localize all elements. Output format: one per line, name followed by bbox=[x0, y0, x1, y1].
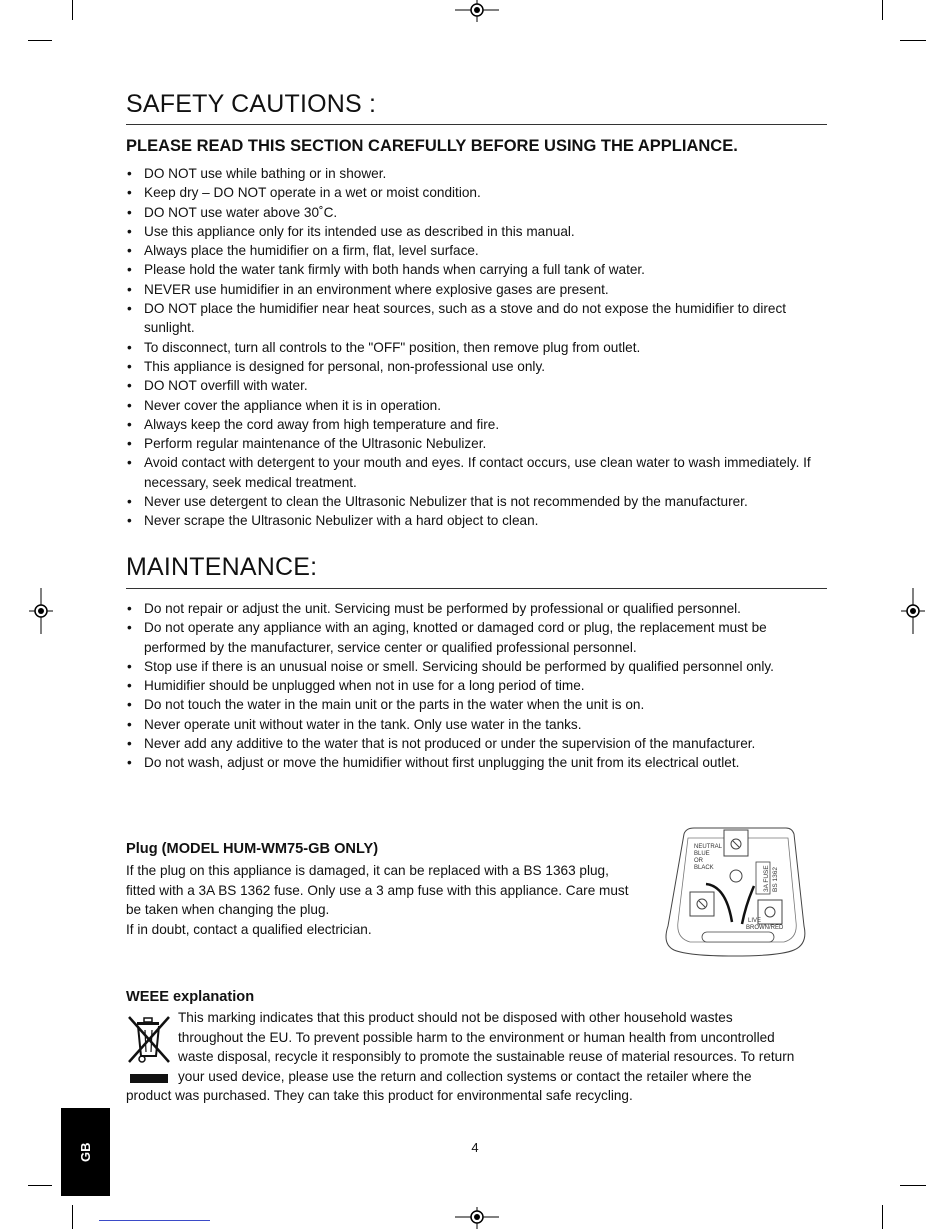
text-line: waste disposal, recycle it responsibly to promote the sustainable reuse of material resources. To return bbox=[178, 1049, 795, 1064]
language-tab-label: GB bbox=[78, 1142, 93, 1162]
list-item: • Stop use if there is an unusual noise or smell. Servicing should be performed by qualified personnel only. bbox=[126, 657, 826, 676]
list-item: • DO NOT place the humidifier near heat sources, such as a stove and do not expose the humidifier to direct sunlight. bbox=[126, 299, 826, 338]
list-item: • Always place the humidifier on a firm, flat, level surface. bbox=[126, 241, 826, 260]
list-item: • Perform regular maintenance of the Ultrasonic Nebulizer. bbox=[126, 434, 826, 453]
list-item: • Do not wash, adjust or move the humidifier without first unplugging the unit from its electrical outlet. bbox=[126, 753, 826, 772]
fuse-label: BS 1362 bbox=[772, 867, 779, 892]
neutral-label: OR bbox=[694, 858, 703, 864]
text-line: If in doubt, contact a qualified electrician. bbox=[126, 921, 372, 937]
neutral-label: NEUTRAL bbox=[694, 844, 723, 850]
list-item: • Use this appliance only for its intended use as described in this manual. bbox=[126, 222, 826, 241]
list-item: • NEVER use humidifier in an environment where explosive gases are present. bbox=[126, 280, 826, 299]
text-line: fitted with a 3A BS 1362 fuse. Only use a 3 amp fuse with this appliance. Care must bbox=[126, 882, 629, 898]
text-line: This marking indicates that this product should not be disposed with other household wastes bbox=[178, 1010, 733, 1025]
maintenance-title: MAINTENANCE: bbox=[126, 553, 318, 581]
list-item: • DO NOT use water above 30˚C. bbox=[126, 203, 826, 222]
list-item: • Humidifier should be unplugged when not in use for a long period of time. bbox=[126, 676, 826, 695]
crossed-out-wheelie-bin-icon bbox=[126, 1012, 172, 1084]
list-item: • Do not touch the water in the main unit or the parts in the water when the unit is on. bbox=[126, 695, 826, 714]
plug-text bbox=[126, 861, 666, 939]
registration-mark-icon bbox=[29, 588, 53, 634]
registration-mark-icon bbox=[455, 1207, 499, 1229]
live-label: BROWN/RED bbox=[746, 925, 784, 931]
list-item: • Keep dry – DO NOT operate in a wet or moist condition. bbox=[126, 183, 826, 202]
weee-heading: WEEE explanation bbox=[126, 989, 255, 1005]
registration-mark-icon bbox=[901, 588, 925, 634]
neutral-label: BLACK bbox=[694, 865, 714, 871]
section-divider bbox=[126, 124, 827, 125]
list-item: • Never scrape the Ultrasonic Nebulizer with a hard object to clean. bbox=[126, 511, 826, 530]
list-item: • Never add any additive to the water that is not produced or under the supervision of the manufacturer. bbox=[126, 734, 826, 753]
registration-mark-icon bbox=[455, 0, 499, 22]
list-item: • To disconnect, turn all controls to the "OFF" position, then remove plug from outlet. bbox=[126, 338, 826, 357]
list-item: • DO NOT overfill with water. bbox=[126, 376, 826, 395]
text-line: your used device, please use the return and collection systems or contact the retailer where the bbox=[178, 1068, 752, 1084]
list-item: • Do not operate any appliance with an aging, knotted or damaged cord or plug, the replacement must be performed by the manufacturer, service center or qualified professional personnel. bbox=[126, 618, 826, 657]
text-line: If the plug on this appliance is damaged, it can be replaced with a BS 1363 plug, bbox=[126, 863, 609, 878]
list-item: • Please hold the water tank firmly with both hands when carrying a full tank of water. bbox=[126, 260, 826, 279]
footer-underline bbox=[99, 1220, 210, 1221]
safety-subtitle: PLEASE READ THIS SECTION CAREFULLY BEFORE USING THE APPLIANCE. bbox=[126, 137, 738, 155]
plug-heading: Plug (MODEL HUM-WM75-GB ONLY) bbox=[126, 841, 379, 857]
page-number: 4 bbox=[471, 1140, 479, 1155]
neutral-label: BLUE bbox=[694, 851, 710, 857]
text-line: throughout the EU. To prevent possible harm to the environment or human health from uncontrolled bbox=[178, 1029, 775, 1045]
weee-text bbox=[178, 1008, 838, 1086]
list-item: • This appliance is designed for personal, non-professional use only. bbox=[126, 357, 826, 376]
list-item: • Avoid contact with detergent to your mouth and eyes. If contact occurs, use clean water to wash immediately. If necessary, seek medical treatment. bbox=[126, 453, 826, 492]
list-item: • Never operate unit without water in the tank. Only use water in the tanks. bbox=[126, 715, 826, 734]
list-item: • Do not repair or adjust the unit. Servicing must be performed by professional or qualified personnel. bbox=[126, 599, 826, 618]
list-item: • Always keep the cord away from high temperature and fire. bbox=[126, 415, 826, 434]
live-label: LIVE bbox=[748, 918, 762, 924]
list-item: • DO NOT use while bathing or in shower. bbox=[126, 164, 826, 183]
safety-title: SAFETY CAUTIONS : bbox=[126, 90, 377, 118]
language-tab bbox=[61, 1108, 110, 1196]
weee-last-line: product was purchased. They can take this product for environmental safe recycling. bbox=[126, 1088, 633, 1103]
plug-wiring-diagram bbox=[664, 826, 810, 958]
list-item: • Never cover the appliance when it is in operation. bbox=[126, 396, 826, 415]
maintenance-list bbox=[126, 599, 826, 773]
fuse-label: 3A FUSE bbox=[763, 865, 770, 892]
list-item: • Never use detergent to clean the Ultrasonic Nebulizer that is not recommended by the manufacturer. bbox=[126, 492, 826, 511]
section-divider bbox=[126, 588, 827, 589]
text-line: be taken when changing the plug. bbox=[126, 902, 330, 917]
safety-list bbox=[126, 164, 826, 531]
